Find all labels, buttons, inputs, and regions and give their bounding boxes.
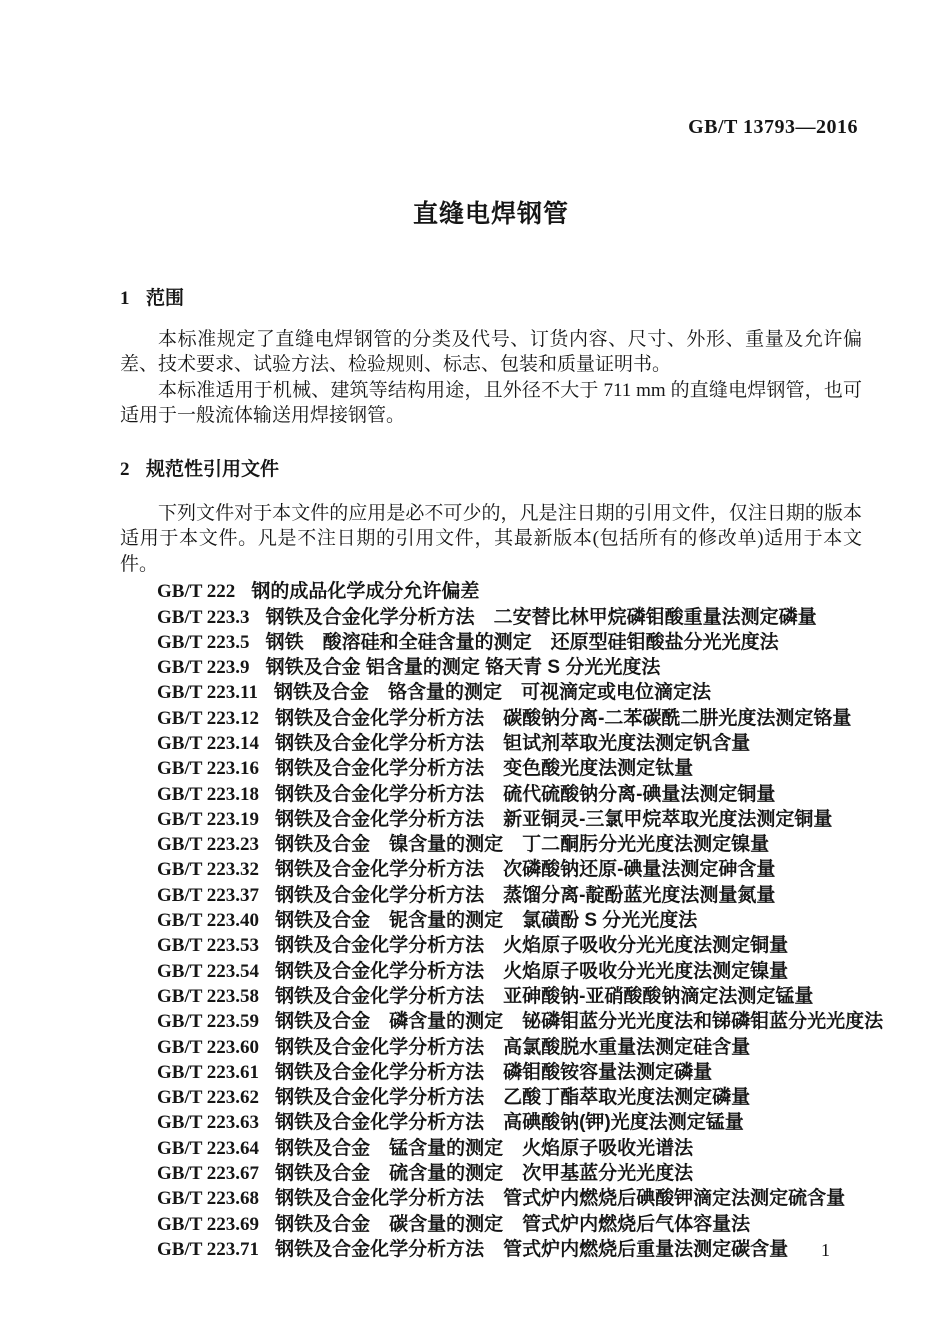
reference-title: 钢铁及合金化学分析方法 变色酸光度法测定钛量 — [275, 758, 694, 780]
reference-title: 钢铁及合金化学分析方法 高碘酸钠(钾)光度法测定锰量 — [275, 1112, 744, 1134]
reference-title: 钢铁及合金 铌含量的测定 氯磺酚 S 分光光度法 — [275, 910, 698, 932]
reference-code: GB/T 223.37 — [157, 884, 260, 906]
reference-title: 钢铁及合金化学分析方法 管式炉内燃烧后碘酸钾滴定法测定硫含量 — [275, 1188, 846, 1210]
section-1-heading — [120, 283, 184, 310]
reference-title: 钢铁及合金化学分析方法 亚砷酸钠-亚硝酸酸钠滴定法测定锰量 — [275, 985, 814, 1007]
reference-item — [120, 605, 862, 630]
reference-code: GB/T 222 — [157, 581, 236, 603]
section-2-heading — [120, 454, 279, 481]
reference-code: GB/T 223.18 — [157, 783, 260, 805]
reference-code: GB/T 223.40 — [157, 910, 260, 932]
reference-item — [120, 1060, 862, 1085]
reference-code: GB/T 223.59 — [157, 1011, 260, 1033]
reference-code: GB/T 223.3 — [157, 606, 250, 628]
reference-code: GB/T 223.5 — [157, 631, 250, 653]
reference-title: 钢铁 酸溶硅和全硅含量的测定 还原型硅钼酸盐分光光度法 — [265, 631, 779, 653]
reference-title: 钢铁及合金化学分析方法 管式炉内燃烧后重量法测定碳含量 — [275, 1238, 789, 1260]
reference-title: 钢铁及合金化学分析方法 高氯酸脱水重量法测定硅含量 — [275, 1036, 751, 1058]
reference-item — [120, 984, 862, 1009]
page-number: 1 — [821, 1240, 830, 1260]
reference-item — [120, 1009, 884, 1034]
reference-title: 钢铁及合金化学分析方法 硫代硫酸钠分离-碘量法测定铜量 — [275, 783, 776, 805]
reference-title: 钢铁及合金 磷含量的测定 铋磷钼蓝分光光度法和锑磷钼蓝分光光度法 — [275, 1011, 884, 1033]
reference-code: GB/T 223.12 — [157, 707, 260, 729]
reference-item — [120, 883, 862, 908]
reference-code: GB/T 223.23 — [157, 834, 260, 856]
reference-item — [120, 630, 862, 655]
reference-item — [120, 1136, 862, 1161]
reference-code: GB/T 223.63 — [157, 1112, 260, 1134]
reference-item — [120, 782, 862, 807]
scope-paragraph-2: 本标准适用于机械、建筑等结构用途，且外径不大于 711 mm 的直缝电焊钢管，也可适用于一般流体输送用焊接钢管。 — [120, 379, 862, 427]
standard-number: GB/T 13793—2016 — [688, 116, 858, 138]
reference-code: GB/T 223.19 — [157, 808, 260, 830]
reference-code: GB/T 223.69 — [157, 1213, 260, 1235]
reference-title: 钢铁及合金 铬含量的测定 可视滴定或电位滴定法 — [274, 682, 712, 704]
reference-item — [120, 832, 862, 857]
reference-item — [120, 807, 862, 832]
reference-code: GB/T 223.71 — [157, 1238, 260, 1260]
reference-item — [120, 1035, 862, 1060]
reference-item — [120, 706, 862, 731]
reference-title: 钢的成品化学成分允许偏差 — [251, 581, 480, 603]
reference-list — [120, 579, 884, 1262]
reference-item — [120, 579, 862, 604]
reference-title: 钢铁及合金化学分析方法 火焰原子吸收分光光度法测定铜量 — [275, 935, 789, 957]
reference-code: GB/T 223.58 — [157, 985, 260, 1007]
reference-code: GB/T 223.14 — [157, 733, 260, 754]
reference-code: GB/T 223.9 — [157, 657, 250, 679]
reference-item — [120, 1110, 862, 1135]
reference-code: GB/T 223.68 — [157, 1188, 260, 1210]
section-1-label: 范围 — [146, 288, 185, 309]
reference-title: 钢铁及合金化学分析方法 新亚铜灵-三氯甲烷萃取光度法测定铜量 — [275, 808, 833, 830]
reference-item — [120, 908, 862, 933]
reference-title: 钢铁及合金 碳含量的测定 管式炉内燃烧后气体容量法 — [275, 1213, 751, 1235]
reference-title: 钢铁及合金化学分析方法 次磷酸钠还原-碘量法测定砷含量 — [275, 859, 776, 881]
reference-code: GB/T 223.62 — [157, 1087, 260, 1109]
reference-code: GB/T 223.61 — [157, 1061, 260, 1083]
reference-item — [120, 1085, 862, 1110]
reference-item — [120, 857, 862, 882]
reference-item — [120, 1237, 862, 1262]
reference-code: GB/T 223.53 — [157, 935, 260, 957]
reference-title: 钢铁及合金 镍含量的测定 丁二酮肟分光光度法测定镍量 — [275, 834, 770, 856]
references-intro: 下列文件对于本文件的应用是必不可少的，凡是注日期的引用文件，仅注日期的版本适用于本文件。凡是不注日期的引用文件，其最新版本(包括所有的修改单)适用于本文件。 — [120, 503, 862, 575]
reference-item — [120, 655, 862, 680]
reference-item — [120, 1212, 862, 1237]
reference-item — [120, 1161, 862, 1186]
reference-title: 钢铁及合金化学分析方法 磷钼酸铵容量法测定磷量 — [275, 1061, 713, 1083]
section-1-body — [120, 327, 862, 429]
reference-code: GB/T 223.11 — [157, 682, 259, 704]
reference-title: 钢铁及合金 铝含量的测定 铬天青 S 分光光度法 — [265, 657, 661, 679]
reference-item — [120, 756, 862, 781]
reference-code: GB/T 223.32 — [157, 859, 260, 881]
reference-title: 钢铁及合金化学分析方法 钽试剂萃取光度法测定钒含量 — [275, 733, 751, 754]
reference-title: 钢铁及合金化学分析方法 二安替比林甲烷磷钼酸重量法测定磷量 — [265, 606, 817, 628]
section-1-number: 1 — [120, 288, 130, 309]
reference-code: GB/T 223.67 — [157, 1163, 260, 1185]
scope-paragraph-1: 本标准规定了直缝电焊钢管的分类及代号、订货内容、尺寸、外形、重量及允许偏差、技术要求、试验方法、检验规则、标志、包装和质量证明书。 — [120, 329, 862, 376]
reference-title: 钢铁及合金化学分析方法 火焰原子吸收分光光度法测定镍量 — [275, 960, 789, 982]
document-title: 直缝电焊钢管 — [412, 200, 569, 228]
reference-title: 钢铁及合金 锰含量的测定 火焰原子吸收光谱法 — [275, 1137, 694, 1159]
reference-title: 钢铁及合金化学分析方法 乙酸丁酯萃取光度法测定磷量 — [275, 1087, 751, 1109]
reference-item — [120, 1186, 862, 1211]
reference-title: 钢铁及合金化学分析方法 碳酸钠分离-二苯碳酰二肼光度法测定铬量 — [275, 707, 852, 729]
section-2-number: 2 — [120, 459, 130, 480]
reference-item — [120, 933, 862, 958]
reference-item — [120, 731, 862, 756]
section-2-label: 规范性引用文件 — [146, 459, 280, 480]
reference-code: GB/T 223.64 — [157, 1137, 260, 1159]
reference-item — [120, 680, 862, 705]
reference-code: GB/T 223.54 — [157, 960, 260, 982]
reference-title: 钢铁及合金化学分析方法 蒸馏分离-靛酚蓝光度法测量氮量 — [275, 884, 776, 906]
reference-code: GB/T 223.60 — [157, 1036, 260, 1058]
reference-item — [120, 959, 862, 984]
reference-code: GB/T 223.16 — [157, 758, 260, 780]
reference-title: 钢铁及合金 硫含量的测定 次甲基蓝分光光度法 — [275, 1163, 694, 1185]
section-2-body — [120, 501, 884, 1262]
